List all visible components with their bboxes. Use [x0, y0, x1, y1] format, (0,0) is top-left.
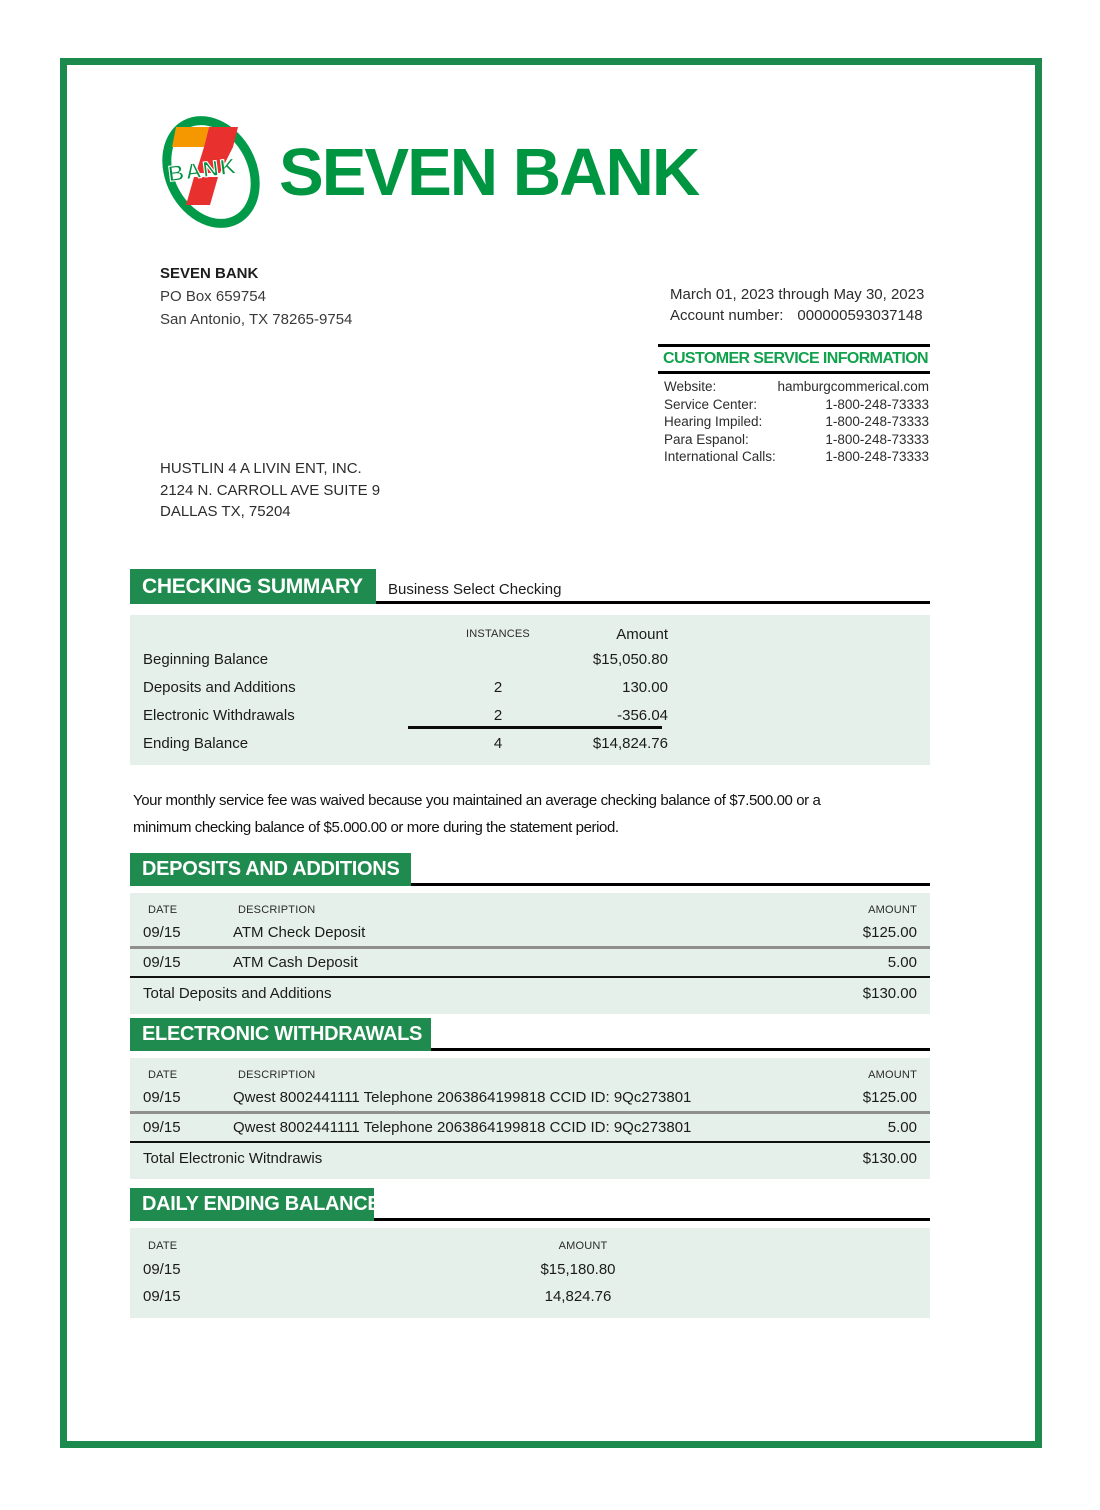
withdrawals-header: ELECTRONIC WITHDRAWALS	[130, 1018, 431, 1051]
statement-period-block	[670, 284, 924, 326]
summary-instances: 4	[493, 734, 503, 752]
deposits-header: DEPOSITS AND ADDITIONS	[130, 853, 411, 886]
bank-address-line1: PO Box 659754	[160, 288, 266, 305]
total-row	[130, 1143, 930, 1173]
summary-label: Electronic Withdrawals	[143, 706, 295, 724]
cell-description: Qwest 8002441111 Telephone 2063864199818 CCID ID: 9Qc273801	[233, 1118, 692, 1136]
cell-amount: $125.00	[862, 1089, 917, 1106]
cs-value: 1-800-248-73333	[825, 449, 929, 464]
table-header-row	[130, 1066, 930, 1084]
account-number-label: Account number:	[670, 307, 784, 324]
summary-label: Beginning Balance	[143, 650, 269, 668]
divider	[411, 883, 930, 886]
cell-amount: 5.00	[887, 953, 917, 971]
checking-summary-table	[130, 615, 930, 765]
summary-row	[130, 645, 930, 673]
cell-description: ATM Cash Deposit	[233, 953, 358, 971]
brand-wordmark: SEVEN BANK	[279, 135, 699, 210]
summary-amount: 130.00	[622, 678, 668, 696]
col-header-date: DATE	[148, 1069, 178, 1081]
cell-date: 09/15	[143, 953, 181, 971]
account-number-value: 000000593037148	[797, 307, 923, 324]
customer-service-row	[658, 448, 930, 466]
customer-service-row	[658, 378, 930, 396]
cs-label: International Calls:	[664, 449, 776, 464]
table-row	[130, 949, 930, 976]
cs-label: Hearing Impiled:	[664, 414, 763, 429]
cell-date: 09/15	[143, 1288, 181, 1305]
cs-label: Service Center:	[664, 396, 758, 412]
cell-description: Qwest 8002441111 Telephone 2063864199818 CCID ID: 9Qc273801	[233, 1089, 692, 1106]
divider	[374, 1218, 930, 1221]
table-row	[130, 919, 930, 946]
customer-service-box	[658, 344, 930, 466]
customer-service-row	[658, 431, 930, 449]
customer-service-row	[658, 413, 930, 431]
summary-instances: 2	[493, 678, 503, 696]
cell-date: 09/15	[143, 1261, 181, 1278]
customer-address-line3: DALLAS TX, 75204	[160, 503, 291, 520]
cs-value: 1-800-248-73333	[825, 414, 929, 429]
cell-date: 09/15	[143, 924, 181, 941]
divider	[431, 1048, 930, 1051]
col-header-amount: Amount	[616, 625, 668, 643]
seven-bank-logo-icon	[147, 110, 279, 236]
customer-address-line2: 2124 N. CARROLL AVE SUITE 9	[160, 481, 381, 499]
svg-text:BANK: BANK	[166, 153, 239, 187]
total-label: Total Deposits and Additions	[143, 984, 332, 1002]
withdrawals-table	[130, 1058, 930, 1179]
cell-amount: $15,180.80	[540, 1261, 616, 1278]
bank-address-line2: San Antonio, TX 78265-9754	[160, 311, 353, 328]
checking-summary-subtitle: Business Select Checking	[388, 581, 562, 598]
summary-row	[130, 701, 930, 729]
table-row	[130, 1283, 930, 1310]
col-header-amount: AMOUNT	[558, 1240, 608, 1252]
cs-value: 1-800-248-73333	[825, 396, 929, 412]
summary-instances: 2	[493, 706, 503, 724]
daily-balance-table	[130, 1228, 930, 1318]
bank-name: SEVEN BANK	[160, 265, 259, 282]
col-header-description: DESCRIPTION	[238, 1069, 316, 1081]
table-header-row	[130, 901, 930, 919]
summary-amount: -356.04	[617, 706, 668, 724]
cs-value: hamburgcommerical.com	[777, 379, 929, 394]
summary-row	[130, 673, 930, 701]
divider	[376, 601, 930, 604]
summary-header-row	[130, 623, 930, 645]
summary-label: Deposits and Additions	[143, 678, 296, 696]
total-row	[130, 978, 930, 1008]
summary-amount: $14,824.76	[592, 734, 668, 752]
col-header-amount: AMOUNT	[868, 1069, 917, 1081]
deposits-table	[130, 893, 930, 1014]
total-amount: $130.00	[862, 1149, 917, 1167]
cell-amount: 5.00	[887, 1118, 917, 1136]
col-header-amount: AMOUNT	[868, 904, 917, 916]
cell-date: 09/15	[143, 1118, 181, 1136]
col-header-instances: INSTANCES	[466, 628, 530, 640]
customer-name: HUSTLIN 4 A LIVIN ENT, INC.	[160, 460, 362, 477]
daily-balance-header: DAILY ENDING BALANCE	[130, 1188, 374, 1221]
account-number-row	[670, 305, 924, 326]
checking-summary-header: CHECKING SUMMARY	[130, 569, 376, 604]
summary-label: Ending Balance	[143, 734, 249, 752]
totals-divider	[408, 726, 662, 729]
col-header-description: DESCRIPTION	[238, 904, 316, 916]
table-row	[130, 1084, 930, 1111]
customer-service-row	[658, 396, 930, 414]
summary-amount: $15,050.80	[592, 650, 668, 668]
cs-value: 1-800-248-73333	[825, 431, 929, 447]
cell-amount: $125.00	[862, 924, 917, 941]
col-header-date: DATE	[148, 1240, 178, 1252]
customer-address-block	[160, 458, 380, 523]
cs-label: Website:	[664, 379, 717, 394]
customer-service-title: CUSTOMER SERVICE INFORMATION	[663, 350, 928, 367]
service-fee-note: Your monthly service fee was waived because you maintained an average checking balance of $7.500.00 or a minimum checking balance of $5.000.00 or more during the statement period.	[133, 792, 821, 836]
total-amount: $130.00	[862, 984, 917, 1002]
summary-row	[130, 729, 930, 757]
statement-period: March 01, 2023 through May 30, 2023	[670, 286, 925, 303]
cell-date: 09/15	[143, 1089, 181, 1106]
total-label: Total Electronic Witndrawis	[143, 1149, 323, 1167]
table-row	[130, 1256, 930, 1283]
table-header-row	[130, 1236, 930, 1256]
cs-label: Para Espanol:	[664, 431, 749, 447]
cell-amount: 14,824.76	[544, 1288, 612, 1305]
col-header-date: DATE	[148, 904, 178, 916]
cell-description: ATM Check Deposit	[233, 924, 366, 941]
bank-address-block	[160, 262, 352, 331]
table-row	[130, 1114, 930, 1141]
